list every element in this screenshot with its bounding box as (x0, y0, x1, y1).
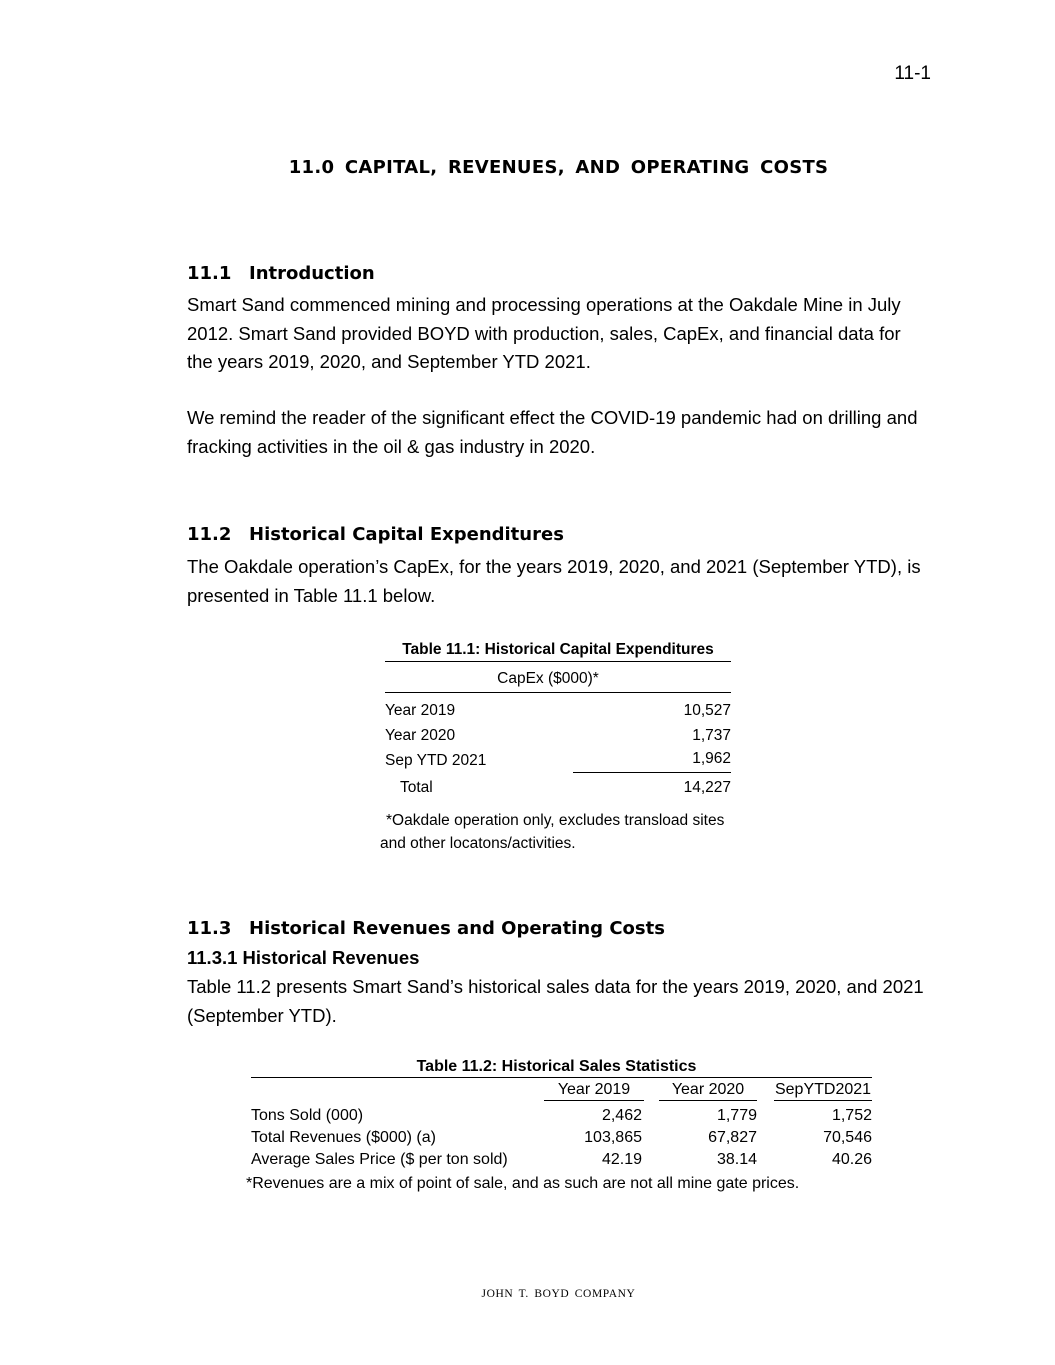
column-header: SepYTD2021 (774, 1081, 872, 1101)
section-title: Introduction (249, 263, 375, 284)
row-label: Year 2020 (385, 727, 456, 744)
table-title: Table 11.1: Historical Capital Expenditures (385, 641, 731, 662)
cell-value: 2,462 (601, 1107, 642, 1124)
table-footnote (380, 809, 740, 855)
table-row (251, 1149, 872, 1171)
chapter-title: 11.0 CAPITAL, REVENUES, AND OPERATING COSTS (288, 157, 829, 178)
row-label: Tons Sold (000) (251, 1107, 364, 1124)
table-header: CapEx ($000)* (385, 662, 731, 693)
page-footer: JOHN T. BOYD COMPANY (481, 1288, 636, 1300)
row-label: Average Sales Price ($ per ton sold) (251, 1151, 508, 1168)
table-total-row (385, 779, 731, 797)
section-number: 11.3 (187, 918, 232, 939)
column-header: Year 2019 (544, 1081, 644, 1101)
page-number: 11-1 (894, 63, 931, 84)
subsection-heading: 11.3.1 Historical Revenues (187, 947, 420, 968)
table-footnote: *Revenues are a mix of point of sale, and as such are not all mine gate prices. (246, 1175, 800, 1192)
capex-paragraph: The Oakdale operation’s CapEx, for the years 2019, 2020, and 2021 (September YTD), is presented in Table 11.1 below. (187, 556, 921, 606)
capex-table (385, 641, 731, 797)
section-title: Historical Revenues and Operating Costs (249, 918, 665, 939)
section-heading-capex (187, 524, 564, 545)
section-heading-introduction (187, 263, 375, 284)
cell-value: 70,546 (823, 1129, 872, 1146)
intro-paragraph-2: We remind the reader of the significant effect the COVID-19 pandemic had on drilling and fracking activities in the oil & gas industry in 2020. (187, 407, 918, 457)
column-header: Year 2020 (659, 1081, 757, 1101)
section-heading-revenues-costs (187, 918, 665, 939)
total-value: 14,227 (683, 779, 731, 796)
table-row (385, 748, 731, 773)
row-value: 1,962 (573, 748, 731, 773)
table-row (251, 1105, 872, 1127)
revenues-paragraph: Table 11.2 presents Smart Sand’s historical sales data for the years 2019, 2020, and 2021 (September YTD). (187, 976, 924, 1026)
table-header-row (251, 1081, 872, 1101)
section-title: Historical Capital Expenditures (249, 524, 564, 545)
cell-value: 67,827 (708, 1129, 757, 1146)
row-label: Year 2019 (385, 702, 456, 719)
table-row (385, 698, 731, 723)
section-number: 11.2 (187, 524, 232, 545)
section-number: 11.1 (187, 263, 232, 284)
row-label: Total Revenues ($000) (a) (251, 1129, 436, 1146)
cell-value: 103,865 (584, 1129, 642, 1146)
sales-table (251, 1058, 872, 1171)
total-label: Total (400, 779, 433, 796)
cell-value: 42.19 (601, 1151, 642, 1168)
row-value: 1,737 (692, 727, 731, 744)
row-value: 10,527 (683, 702, 731, 719)
row-label: Sep YTD 2021 (385, 752, 487, 769)
table-row (251, 1127, 872, 1149)
footnote-line: *Oakdale operation only, excludes transload sites (386, 812, 725, 829)
cell-value: 40.26 (831, 1151, 872, 1168)
cell-value: 38.14 (716, 1151, 757, 1168)
cell-value: 1,752 (831, 1107, 872, 1124)
table-row (385, 723, 731, 748)
intro-paragraph-1: Smart Sand commenced mining and processing operations at the Oakdale Mine in July 2012. Smart Sand provided BOYD with production, sales, CapEx, and financial data for the years 2019, 2020, and September YTD 2021. (187, 294, 901, 372)
cell-value: 1,779 (716, 1107, 757, 1124)
footnote-line: and other locatons/activities. (380, 835, 576, 852)
table-title: Table 11.2: Historical Sales Statistics (251, 1058, 872, 1078)
